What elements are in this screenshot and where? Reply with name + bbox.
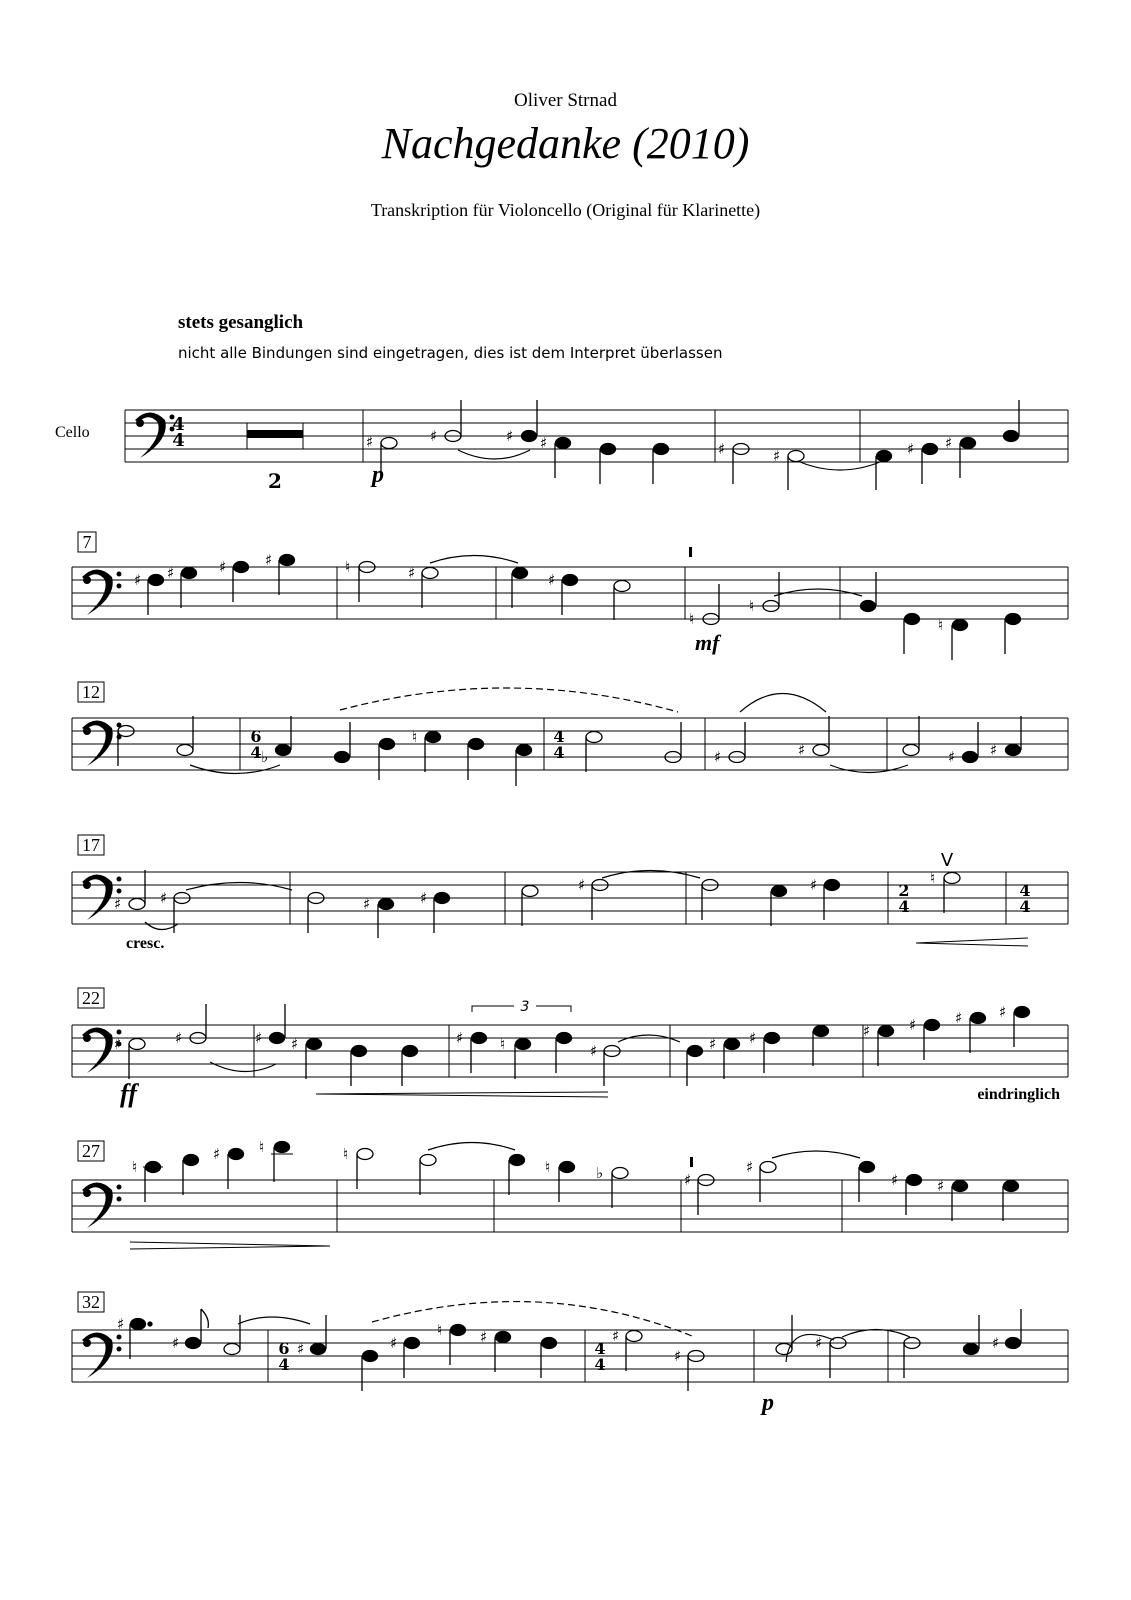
- note: [182, 568, 197, 579]
- svg-text:♮: ♮: [343, 1145, 349, 1163]
- note: [186, 1338, 201, 1349]
- svg-text:♯: ♯: [420, 889, 428, 907]
- svg-text:♭: ♭: [261, 748, 269, 766]
- note: [357, 1149, 373, 1160]
- note: [556, 438, 571, 449]
- svg-text:♯: ♯: [718, 440, 726, 458]
- svg-text:♮: ♮: [689, 610, 695, 628]
- note: [688, 1046, 703, 1057]
- bass-clef-icon: [82, 570, 122, 616]
- svg-text:♯: ♯: [506, 427, 514, 445]
- expression-text: cresc.: [126, 935, 165, 952]
- note: [907, 1175, 922, 1186]
- tuplet-number: 3: [520, 999, 530, 1015]
- note: [1006, 1338, 1021, 1349]
- svg-text:♮: ♮: [545, 1158, 551, 1176]
- note: [307, 1039, 322, 1050]
- staff-system-2: [72, 532, 1068, 660]
- note: [1015, 1007, 1030, 1018]
- svg-text:♯: ♯: [117, 1315, 125, 1333]
- svg-text:♯: ♯: [480, 1328, 488, 1346]
- note: [654, 444, 669, 455]
- performance-note: nicht alle Bindungen sind eingetragen, dies ist dem Interpret überlassen: [178, 344, 723, 362]
- svg-text:♯: ♯: [265, 551, 273, 569]
- dynamic-marking: p: [762, 1390, 774, 1416]
- note: [1006, 614, 1021, 625]
- bass-clef-icon: [82, 1183, 122, 1229]
- note: [903, 745, 919, 756]
- svg-text:♮: ♮: [132, 1158, 138, 1176]
- svg-text:♯: ♯: [167, 564, 175, 582]
- svg-text:♮: ♮: [749, 597, 755, 615]
- note: [1004, 431, 1019, 442]
- svg-text:♯: ♯: [945, 434, 953, 452]
- svg-text:♯: ♯: [798, 741, 806, 759]
- note: [516, 1039, 531, 1050]
- note: [496, 1332, 511, 1343]
- svg-text:♯: ♯: [773, 447, 781, 465]
- svg-text:♯: ♯: [992, 1334, 1000, 1352]
- time-signature: 2 4: [898, 881, 910, 916]
- note: [422, 568, 438, 579]
- measure-number: 7: [82, 532, 92, 552]
- note: [472, 1033, 487, 1044]
- svg-text:♭: ♭: [596, 1164, 604, 1182]
- svg-text:♮: ♮: [437, 1321, 443, 1339]
- note: [131, 1319, 146, 1330]
- note: [557, 1033, 572, 1044]
- note: [270, 1033, 285, 1044]
- crescendo-hairpin: [316, 1092, 608, 1097]
- expression-text: eindringlich: [977, 1086, 1060, 1103]
- note: [1006, 745, 1021, 756]
- svg-text:♮: ♮: [930, 869, 936, 887]
- bass-clef-icon: [82, 721, 122, 767]
- note: [276, 745, 291, 756]
- measure-number: 27: [82, 1141, 100, 1161]
- note: [953, 620, 968, 631]
- note: [944, 873, 960, 884]
- svg-text:♯: ♯: [175, 1029, 183, 1047]
- note: [129, 1039, 145, 1050]
- svg-text:♯: ♯: [590, 1042, 598, 1060]
- note: [614, 581, 630, 592]
- note: [363, 1351, 378, 1362]
- note: [760, 1162, 776, 1173]
- note: [563, 575, 578, 586]
- note: [601, 444, 616, 455]
- svg-text:♯: ♯: [219, 558, 227, 576]
- note: [513, 568, 528, 579]
- note: [275, 1142, 290, 1153]
- bass-clef-icon: [135, 413, 175, 459]
- svg-text:♯: ♯: [937, 1177, 945, 1195]
- note: [379, 899, 394, 910]
- instrument-label: Cello: [55, 424, 90, 441]
- time-signature: 4 4: [594, 1339, 606, 1374]
- note: [814, 1026, 829, 1037]
- svg-text:♮: ♮: [500, 1035, 506, 1053]
- svg-text:♯: ♯: [578, 876, 586, 894]
- staff-system-4: [72, 835, 1068, 952]
- note: [1004, 1181, 1019, 1192]
- note: [923, 444, 938, 455]
- note: [963, 752, 978, 763]
- note: [522, 431, 537, 442]
- svg-text:♯: ♯: [291, 1035, 299, 1053]
- decrescendo-hairpin: [130, 1242, 330, 1249]
- note: [335, 752, 350, 763]
- svg-text:♯: ♯: [213, 1145, 221, 1163]
- svg-text:♯: ♯: [674, 1347, 682, 1365]
- note: [146, 1162, 161, 1173]
- svg-text:♯: ♯: [363, 895, 371, 913]
- dynamic-marking: mf: [695, 630, 720, 655]
- svg-text:♮: ♮: [345, 558, 351, 576]
- measure-number: 32: [82, 1292, 100, 1312]
- measure-number: 12: [82, 682, 100, 702]
- note: [877, 451, 892, 462]
- time-signature: 6 4: [278, 1339, 290, 1374]
- note: [352, 1046, 367, 1057]
- time-signature: 4 4: [1019, 881, 1031, 916]
- composer-name: Oliver Strnad: [514, 90, 617, 111]
- svg-text:♯: ♯: [297, 1340, 305, 1358]
- svg-text:♯: ♯: [955, 1009, 963, 1027]
- svg-text:♯: ♯: [907, 440, 915, 458]
- piece-title: Nachgedanke (2010): [381, 119, 750, 168]
- note: [825, 880, 840, 891]
- note: [177, 745, 193, 756]
- svg-text:♯: ♯: [948, 748, 956, 766]
- note: [953, 1181, 968, 1192]
- note: [280, 555, 295, 566]
- svg-text:♯: ♯: [134, 571, 142, 589]
- svg-text:♯: ♯: [990, 741, 998, 759]
- note: [626, 1331, 642, 1342]
- note: [905, 614, 920, 625]
- note: [229, 1149, 244, 1160]
- note: [586, 732, 602, 743]
- note: [451, 1325, 466, 1336]
- svg-text:♮: ♮: [938, 616, 944, 634]
- svg-text:♯: ♯: [255, 1029, 263, 1047]
- note: [311, 1344, 326, 1355]
- note: [961, 438, 976, 449]
- note: [224, 1344, 240, 1355]
- multirest-bar: [247, 430, 303, 438]
- bowing-mark: V: [940, 850, 954, 871]
- staff-system-7: [72, 1292, 1068, 1416]
- svg-text:♯: ♯: [863, 1022, 871, 1040]
- note: [879, 1026, 894, 1037]
- note: [776, 1344, 792, 1355]
- staff-system-1: [125, 400, 1068, 493]
- note: [184, 1155, 199, 1166]
- note: [435, 893, 450, 904]
- svg-text:♯: ♯: [160, 889, 168, 907]
- note: [469, 739, 484, 750]
- time-signature: 4 4: [172, 414, 184, 451]
- crescendo-hairpin: [916, 938, 1028, 946]
- note: [772, 886, 787, 897]
- multirest-count: 2: [268, 469, 282, 493]
- svg-text:♯: ♯: [909, 1016, 917, 1034]
- measure-number: 22: [82, 988, 100, 1008]
- time-signature: 4 4: [553, 727, 565, 762]
- note: [381, 438, 397, 449]
- note: [971, 1013, 986, 1024]
- note: [234, 562, 249, 573]
- note: [765, 1033, 780, 1044]
- svg-text:♯: ♯: [366, 433, 374, 451]
- svg-text:♯: ♯: [172, 1334, 180, 1352]
- svg-text:♯: ♯: [684, 1171, 692, 1189]
- staff-system-3: [72, 682, 1068, 786]
- svg-text:♯: ♯: [746, 1158, 754, 1176]
- note: [403, 1046, 418, 1057]
- note: [861, 601, 876, 612]
- svg-text:♯: ♯: [540, 434, 548, 452]
- note: [964, 1344, 979, 1355]
- bass-clef-icon: [82, 1333, 122, 1379]
- dynamic-marking: p: [372, 462, 384, 488]
- svg-text:♯: ♯: [390, 1334, 398, 1352]
- note: [860, 1162, 875, 1173]
- note: [522, 886, 538, 897]
- svg-text:♯: ♯: [709, 1035, 717, 1053]
- staff-system-6: [72, 1138, 1068, 1249]
- measure-number: 17: [82, 835, 100, 855]
- note: [542, 1338, 557, 1349]
- svg-text:♯: ♯: [456, 1029, 464, 1047]
- svg-text:♯: ♯: [815, 1334, 823, 1352]
- svg-text:♯: ♯: [999, 1003, 1007, 1021]
- note: [129, 899, 145, 910]
- svg-text:♯: ♯: [810, 876, 818, 894]
- svg-text:♯: ♯: [714, 748, 722, 766]
- note: [420, 1155, 436, 1166]
- svg-text:♮: ♮: [412, 728, 418, 746]
- note: [405, 1338, 420, 1349]
- note: [517, 745, 532, 756]
- tempo-marking: stets gesanglich: [178, 312, 304, 333]
- svg-text:♯: ♯: [891, 1171, 899, 1189]
- note: [510, 1155, 525, 1166]
- svg-text:♮: ♮: [259, 1138, 265, 1156]
- time-signature: 6 4: [250, 727, 262, 762]
- note: [380, 739, 395, 750]
- svg-text:♯: ♯: [749, 1029, 757, 1047]
- svg-text:♯: ♯: [612, 1327, 620, 1345]
- svg-text:♯: ♯: [408, 564, 416, 582]
- note: [612, 1168, 628, 1179]
- svg-text:♯: ♯: [548, 571, 556, 589]
- svg-text:♯: ♯: [114, 895, 122, 913]
- svg-text:♯: ♯: [114, 1035, 122, 1053]
- note: [813, 745, 829, 756]
- note: [725, 1039, 740, 1050]
- note: [149, 575, 164, 586]
- note: [560, 1162, 575, 1173]
- piece-subtitle: Transkription für Violoncello (Original für Klarinette): [370, 200, 761, 220]
- note: [426, 732, 441, 743]
- svg-text:♯: ♯: [430, 427, 438, 445]
- dynamic-marking: ff: [120, 1079, 137, 1108]
- note: [925, 1020, 940, 1031]
- note: [788, 451, 804, 462]
- staff-system-5: [72, 988, 1068, 1108]
